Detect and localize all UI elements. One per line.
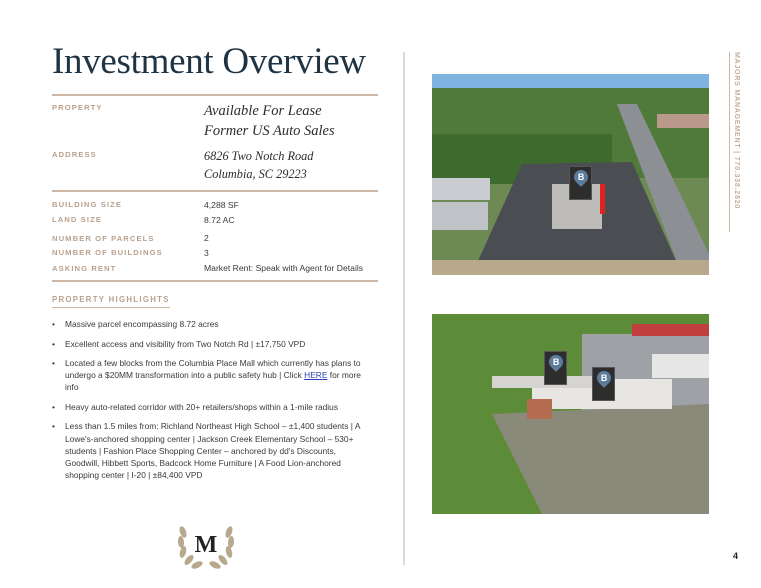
side-banner-contact: MAJORS MANAGEMENT | 770.338.2820 <box>733 52 740 210</box>
list-item: • Massive parcel encompassing 8.72 acres <box>52 319 219 329</box>
parcels-value: 2 <box>204 233 209 243</box>
buildings-label: NUMBER OF BUILDINGS <box>52 248 163 257</box>
aerial-photo-2 <box>432 314 709 514</box>
land-size-value: 8.72 AC <box>204 215 235 225</box>
building-size-label: BUILDING SIZE <box>52 200 122 209</box>
highlights-heading: PROPERTY HIGHLIGHTS <box>52 295 170 308</box>
asking-rent-value: Market Rent: Speak with Agent for Details <box>204 263 364 273</box>
property-line-1: Available For Lease <box>204 103 322 119</box>
highlights-list <box>52 318 372 489</box>
property-label: PROPERTY <box>52 103 103 112</box>
vertical-divider <box>403 52 405 565</box>
page-number: 4 <box>733 551 739 561</box>
location-marker-icon: B <box>592 367 615 401</box>
list-item: • Located a few blocks from the Columbia Place Mall which currently has plans to undergo a $20MM transformation into a public safety hub | Click HERE for more info <box>52 358 361 393</box>
list-item: • Less than 1.5 miles from: Richland Northeast High School – ±1,400 students | A Lowe's-anchored shopping center | Jackson Creek Elementary School – 530+ students | Fashion Place Shopping Center – anchored by dd's Discounts, Goodwill, Hibbett Sports, Badcock Home Furniture | A Food Lion-anchored shopping center | I-20 | ±84,400 VPD <box>52 421 360 481</box>
property-line-2: Former US Auto Sales <box>204 123 335 139</box>
divider-middle <box>52 190 378 192</box>
address-label: ADDRESS <box>52 150 97 159</box>
list-item: • Heavy auto-related corridor with 20+ retailers/shops within a 1-mile radius <box>52 401 339 412</box>
majors-logo <box>175 514 237 572</box>
location-marker-icon: B <box>569 166 592 200</box>
divider-top <box>52 94 378 96</box>
building-size-value: 4,288 SF <box>204 200 239 210</box>
address-line-2: Columbia, SC 29223 <box>204 167 307 181</box>
aerial-photo-1 <box>432 74 709 275</box>
land-size-label: LAND SIZE <box>52 215 102 224</box>
location-marker-icon: B <box>544 351 567 385</box>
svg-text:M: M <box>194 532 218 558</box>
divider-bottom <box>52 280 378 282</box>
parcels-label: NUMBER OF PARCELS <box>52 234 155 243</box>
page-title: Investment Overview <box>52 41 366 82</box>
side-banner-rule <box>729 52 730 232</box>
here-link[interactable]: HERE <box>304 370 328 381</box>
asking-rent-label: ASKING RENT <box>52 264 117 273</box>
address-line-1: 6826 Two Notch Road <box>204 149 314 163</box>
buildings-value: 3 <box>204 248 209 258</box>
list-item: • Excellent access and visibility from Two Notch Rd | ±17,750 VPD <box>52 338 306 349</box>
